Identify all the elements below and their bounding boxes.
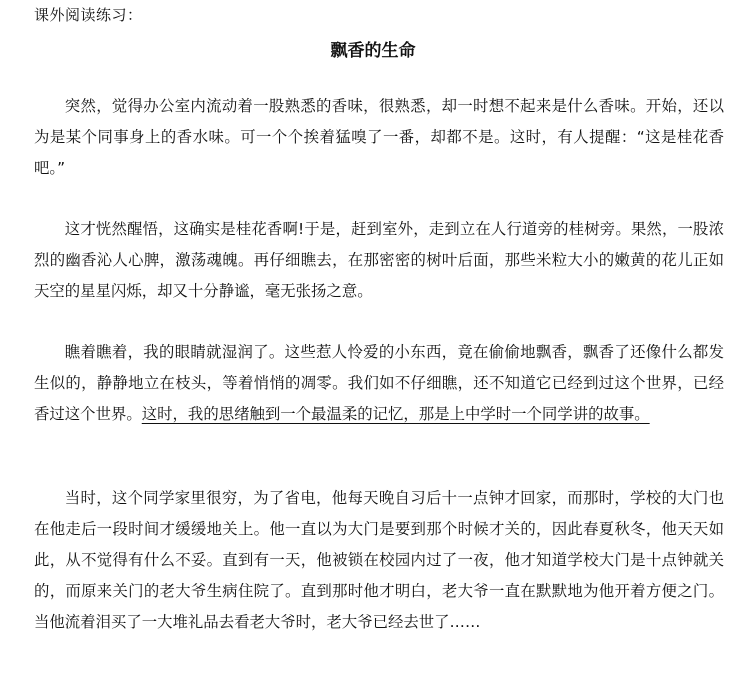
underlined-sentence: 这时，我的思绪触到一个最温柔的记忆，那是上中学时一个同学讲的故事。 <box>141 405 650 424</box>
paragraph-4: 当时，这个同学家里很穷，为了省电，他每天晚自习后十一点钟才回家，而那时，学校的大门也在他走后一段时间才缓缓地关上。他一直以为大门是要到那个时候才关的，因此春夏秋冬，他天天如此，从不觉得有什么不妥。直到有一天，他被锁在校园内过了一夜，他才知道学校大门是十点钟就关的，而原来关门的老大爷生病住院了。直到那时他才明白，老大爷一直在默默地为他开着方便之门。当他流着泪买了一大堆礼品去看老大爷时，老大爷已经去世了…… <box>34 489 724 632</box>
article-title: 飘香的生命 <box>330 41 416 61</box>
paragraph-1: 突然，觉得办公室内流动着一股熟悉的香味，很熟悉，却一时想不起来是什么香味。开始，还以为是某个同事身上的香水味。可一个个挨着猛嗅了一番，却都不是。这时，有人提醒：“这是桂花香吧。” <box>34 97 724 178</box>
paragraph-3-text: 瞧着瞧着，我的眼睛就湿润了。这些惹人怜爱的小东西，竟在偷偷地飘香，飘香了还像什么都发生似的，静静地立在枝头，等着悄悄的凋零。我们如不仔细瞧，还不知道它已经到过这个世界，已经香过这个世界。 <box>34 343 724 424</box>
exercise-heading: 课外阅读练习： <box>34 6 143 24</box>
paragraph-2: 这才恍然醒悟，这确实是桂花香啊!于是，赶到室外，走到立在人行道旁的桂树旁。果然，一股浓烈的幽香沁人心脾，激荡魂魄。再仔细瞧去，在那密密的树叶后面，那些米粒大小的嫩黄的花儿正如天空的星星闪烁，却又十分静谧，毫无张扬之意。 <box>34 220 724 301</box>
paragraph-3 <box>34 337 724 430</box>
